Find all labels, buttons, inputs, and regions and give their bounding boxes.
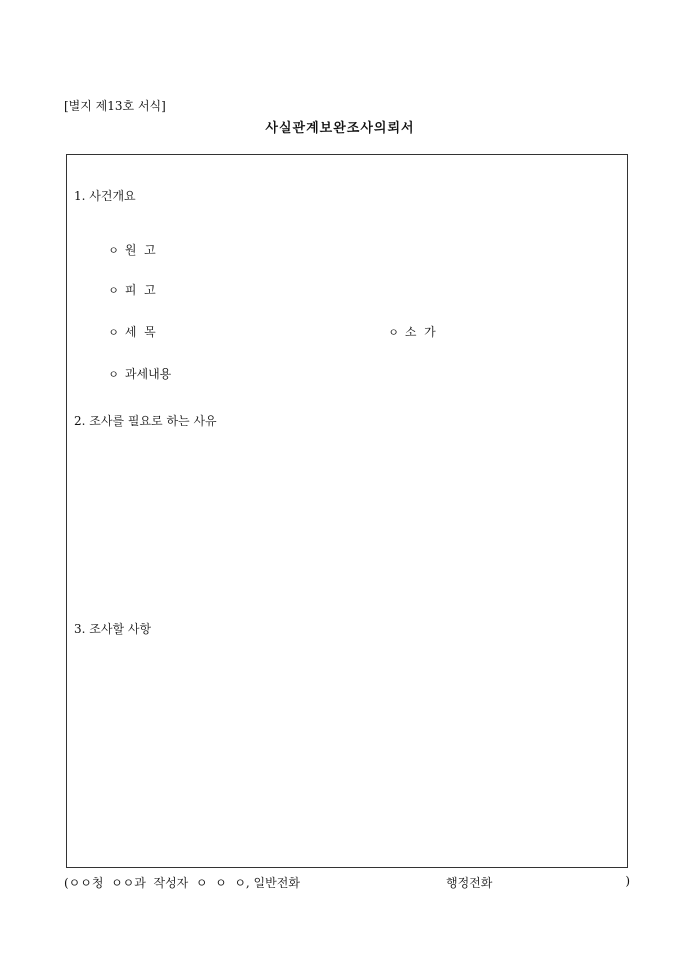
bullet-mark: ㅇ [108, 368, 119, 381]
defendant-label: 피 고 [124, 283, 156, 297]
form-box [66, 154, 628, 868]
tax-item-label: 세 목 [124, 325, 156, 339]
case-summary-heading: 1. 사건개요 [74, 189, 136, 203]
footer-admin-phone: 행정전화 [446, 876, 493, 890]
tax-item-item [93, 309, 156, 354]
bullet-mark: ㅇ [388, 326, 399, 339]
tax-details-label: 과세내용 [124, 367, 172, 381]
footer-contact-line [64, 874, 630, 890]
document-title: 사실관계보완조사의뢰서 [265, 121, 415, 136]
bullet-mark: ㅇ [108, 244, 119, 257]
form-number-label: [별지 제13호 서식] [64, 99, 166, 113]
defendant-item [93, 267, 156, 312]
matters-heading: 3. 조사할 사항 [74, 622, 152, 636]
tax-details-item [93, 351, 171, 396]
bullet-mark: ㅇ [108, 326, 119, 339]
plaintiff-item [93, 227, 156, 272]
plaintiff-label: 원 고 [124, 243, 156, 257]
reason-heading: 2. 조사를 필요로 하는 사유 [74, 414, 217, 428]
claim-amount-label: 소 가 [404, 325, 436, 339]
footer-author-phone: (ㅇㅇ청 ㅇㅇ과 작성자 ㅇ ㅇ ㅇ, 일반전화 [64, 876, 300, 890]
bullet-mark: ㅇ [108, 284, 119, 297]
footer-close-paren: ) [625, 874, 630, 888]
claim-amount-item [373, 309, 436, 354]
